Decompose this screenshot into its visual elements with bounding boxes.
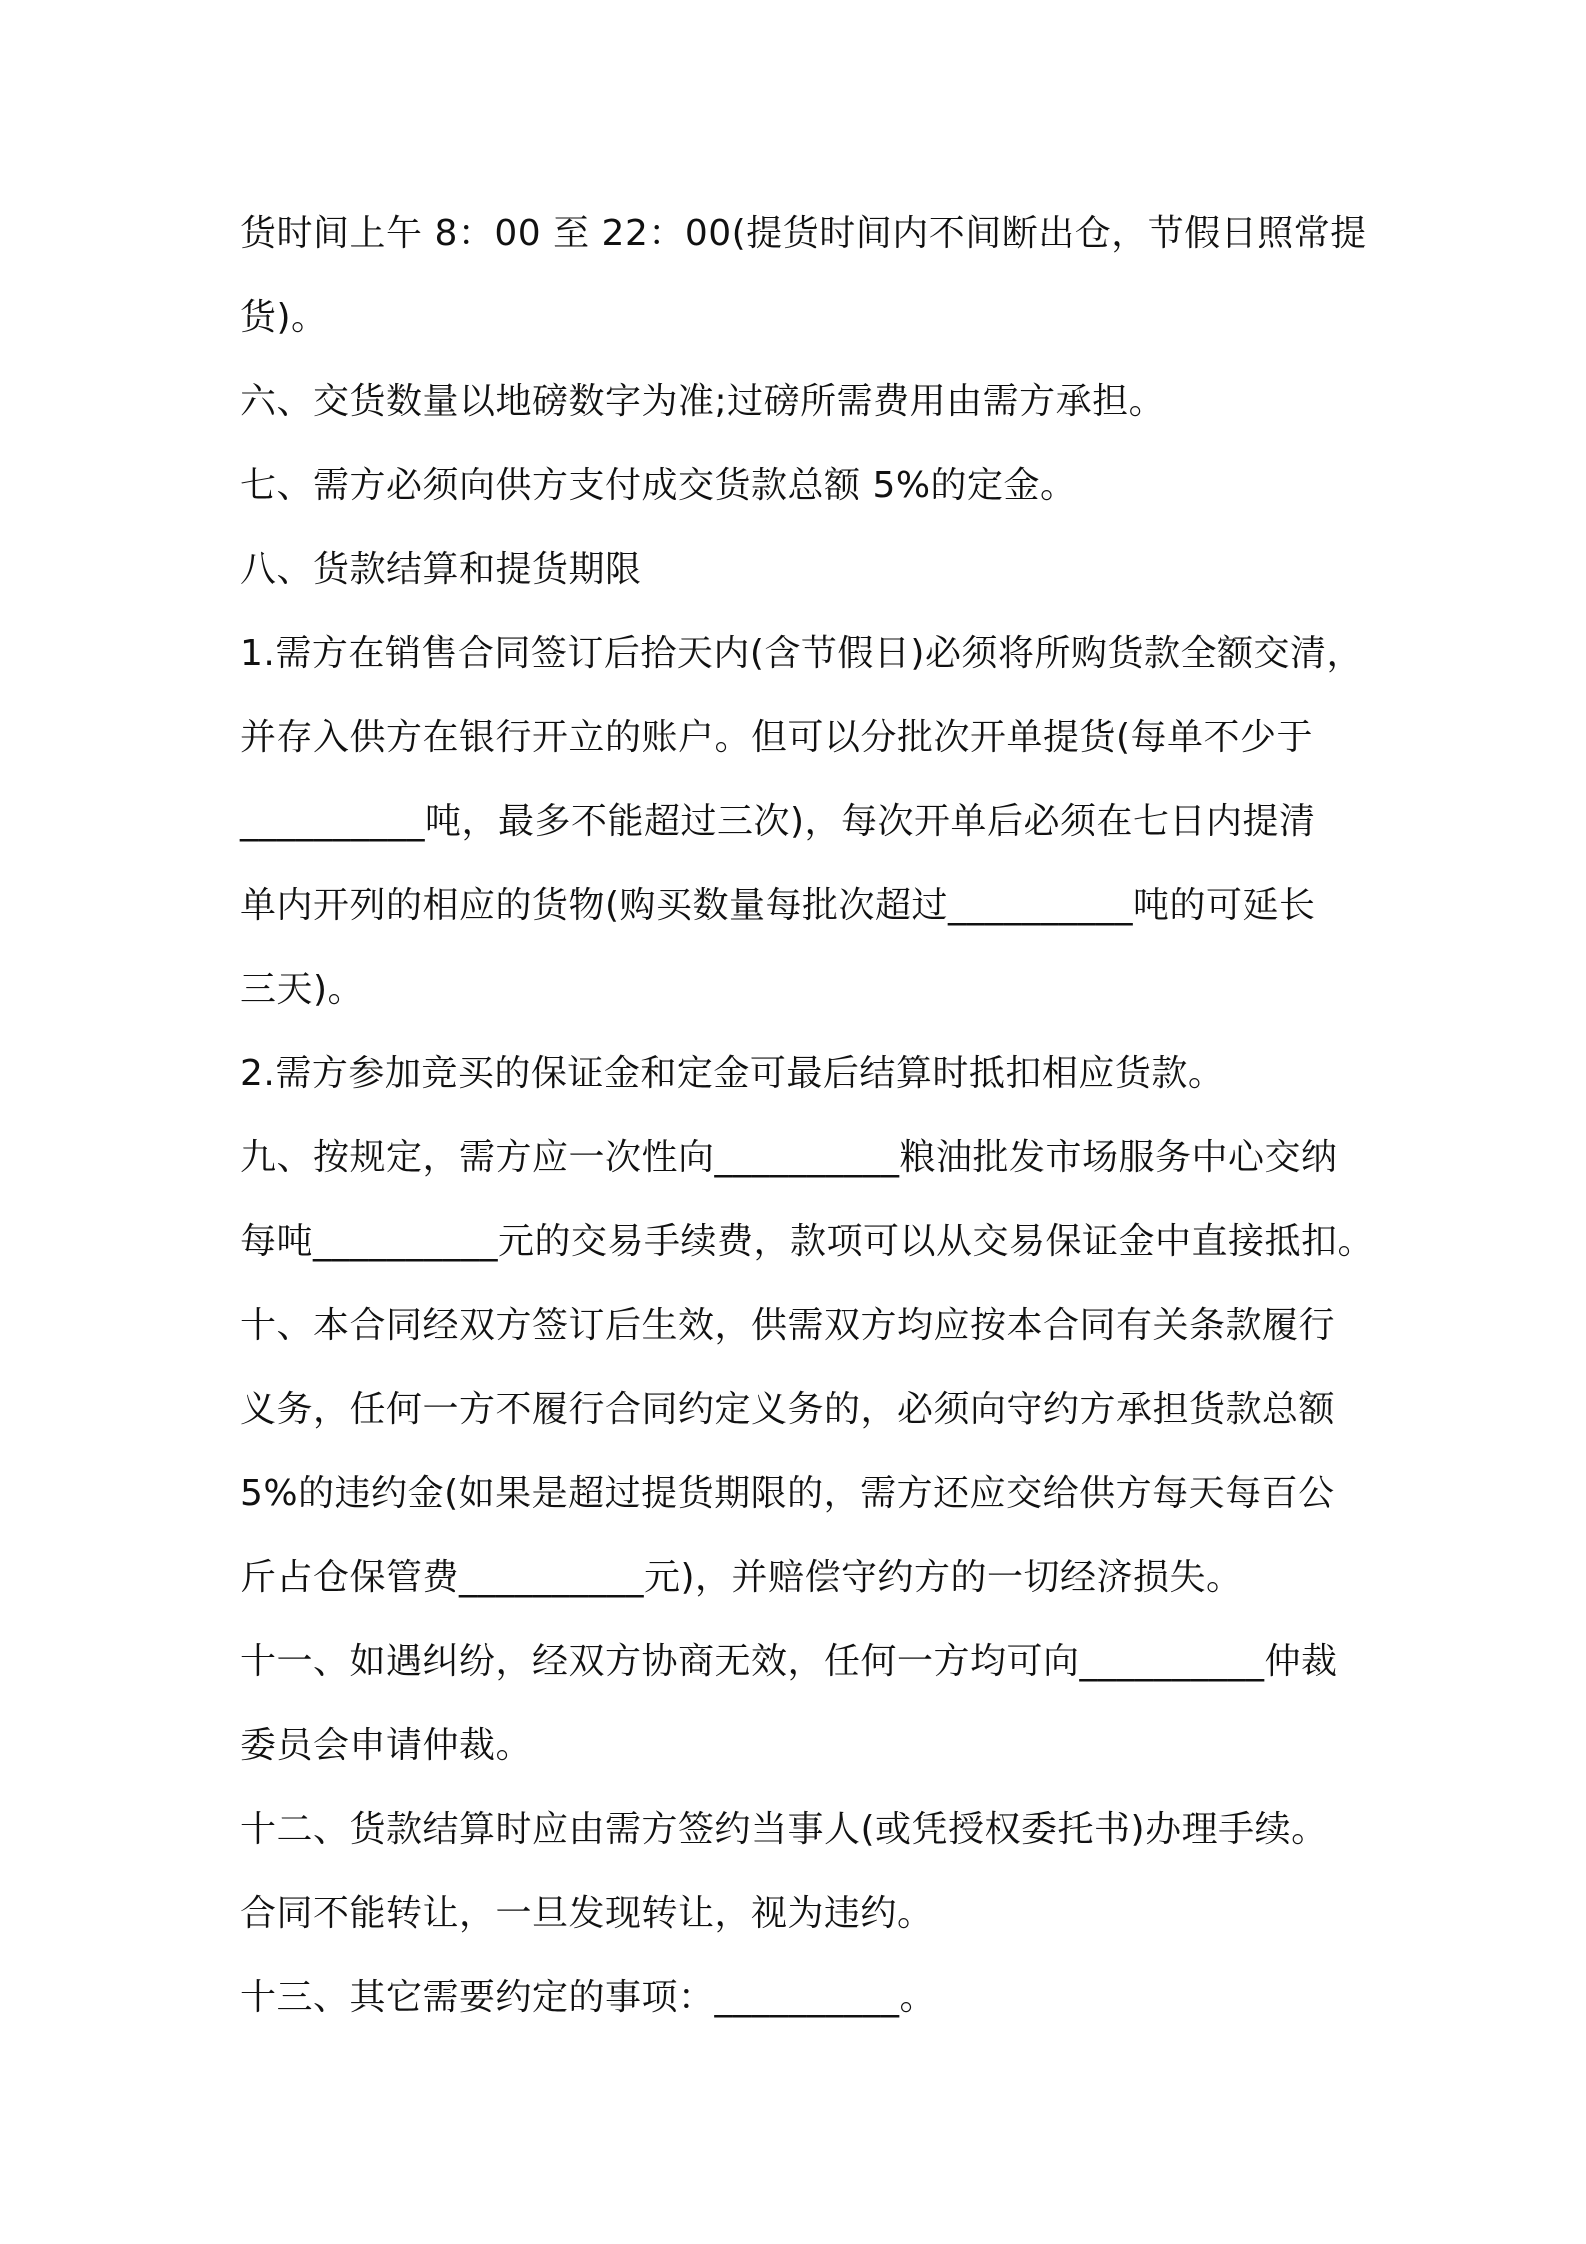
text-line: 斤占仓保管费__________元)，并赔偿守约方的一切经济损失。 [240, 1557, 1243, 1598]
clause-8-item-1: 1.需方在销售合同签订后拾天内(含节假日)必须将所购货款全额交清， [240, 633, 1363, 674]
clause-6: 六、交货数量以地磅数字为准;过磅所需费用由需方承担。 [240, 381, 1166, 422]
clause-12: 十二、货款结算时应由需方签约当事人(或凭授权委托书)办理手续。 [240, 1809, 1328, 1850]
text-line: 货时间上午 8：00 至 22：00(提货时间内不间断出仓，节假日照常提 [240, 213, 1367, 254]
contract-text [240, 192, 1380, 2040]
text-line: 三天)。 [240, 969, 365, 1010]
clause-10: 十、本合同经双方签订后生效，供需双方均应按本合同有关条款履行 [240, 1305, 1336, 1346]
text-line: 单内开列的相应的货物(购买数量每批次超过__________吨的可延长 [240, 885, 1316, 926]
clause-9: 九、按规定，需方应一次性向__________粮油批发市场服务中心交纳 [240, 1137, 1338, 1178]
text-line: 并存入供方在银行开立的账户。但可以分批次开单提货(每单不少于 [240, 717, 1314, 758]
text-line: 每吨__________元的交易手续费，款项可以从交易保证金中直接抵扣。 [240, 1221, 1375, 1262]
text-line: 货)。 [240, 297, 328, 338]
clause-11: 十一、如遇纠纷，经双方协商无效，任何一方均可向__________仲裁 [240, 1641, 1338, 1682]
clause-8-item-2: 2.需方参加竞买的保证金和定金可最后结算时抵扣相应货款。 [240, 1053, 1225, 1094]
clause-8-heading: 八、货款结算和提货期限 [240, 549, 642, 590]
clause-13: 十三、其它需要约定的事项：__________。 [240, 1977, 937, 2018]
text-line: 合同不能转让，一旦发现转让，视为违约。 [240, 1893, 934, 1934]
text-line: 义务，任何一方不履行合同约定义务的，必须向守约方承担货款总额 [240, 1389, 1336, 1430]
text-line: 委员会申请仲裁。 [240, 1725, 533, 1766]
text-line: __________吨，最多不能超过三次)，每次开单后必须在七日内提清 [240, 801, 1316, 842]
text-line: 5%的违约金(如果是超过提货期限的，需方还应交给供方每天每百公 [240, 1473, 1335, 1514]
clause-7: 七、需方必须向供方支付成交货款总额 5%的定金。 [240, 465, 1077, 506]
